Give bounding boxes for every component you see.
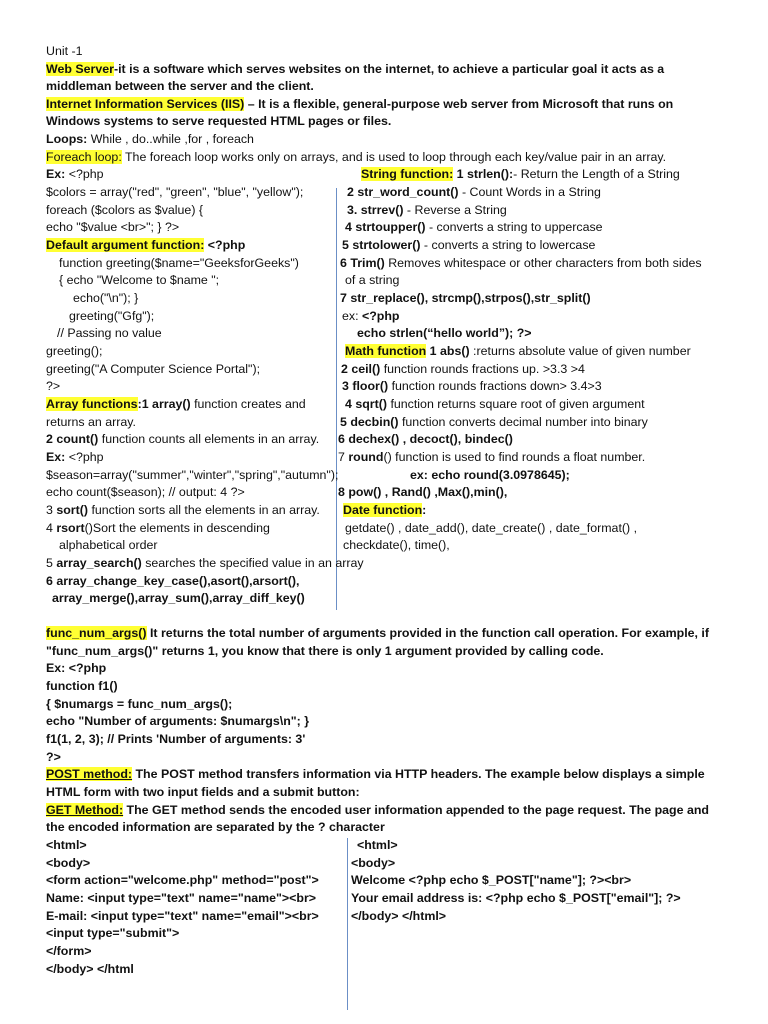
strtolower-text: - converts a string to lowercase [420, 238, 596, 252]
floor-text: function rounds fractions down> 3.4>3 [388, 379, 602, 393]
default-code-4: greeting("Gfg"); [69, 309, 155, 323]
array-functions-line [46, 396, 306, 413]
left-ex-line [46, 166, 104, 183]
func-num-args-code-5: ?> [46, 750, 61, 764]
string-ex-line [342, 308, 400, 325]
strtolower-func: 5 strtolower() [342, 238, 421, 252]
sqrt-func: 4 sqrt() [345, 397, 387, 411]
form-right-line-1: <html> [357, 838, 398, 852]
string-function-line [361, 166, 680, 183]
sort-func: sort() [56, 503, 89, 517]
func-num-args-term: func_num_args() [46, 626, 147, 640]
form-right-line-3: Welcome <?php echo $_POST["name"]; ?><br> [351, 873, 632, 887]
unit-heading: Unit -1 [46, 44, 83, 58]
abs-func: 1 abs() [426, 344, 470, 358]
loops-text: While , do..while ,for , foreach [87, 132, 254, 146]
func-num-args-code-4: f1(1, 2, 3); // Prints 'Number of arguments: 3' [46, 732, 306, 746]
form-left-line-5: E-mail: <input type="text" name="email"><br> [46, 909, 319, 923]
left-foreach-line: foreach ($colors as $value) { [46, 203, 204, 217]
array-6-line-1: 6 array_change_key_case(),asort(),arsort(), [46, 574, 300, 588]
column-divider-bottom [347, 838, 348, 1010]
decbin-func: 5 decbin() [340, 415, 399, 429]
left-ex-code: <?php [65, 167, 104, 181]
form-left-line-7: </form> [46, 944, 92, 958]
trim-line [340, 255, 702, 272]
form-right-line-5: </body> </html> [351, 909, 447, 923]
round-num: 7 [338, 450, 349, 464]
default-code-2: { echo "Welcome to $name "; [59, 273, 220, 287]
post-method-term: POST method: [46, 767, 133, 781]
array-1-text: function creates and [190, 397, 306, 411]
ceil-func: 2 ceil() [341, 362, 381, 376]
ceil-text: function rounds fractions up. >3.3 >4 [380, 362, 585, 376]
default-code-7: greeting("A Computer Science Portal"); [46, 362, 261, 376]
left-colors-line: $colors = array("red", "green", "blue", "yellow"); [46, 185, 304, 199]
column-divider-top [336, 188, 337, 610]
post-method-text-1: The POST method transfers information via HTTP headers. The example below displays a simple [132, 767, 705, 781]
sort-line [46, 502, 320, 519]
strlen-text: - Return the Length of a String [513, 167, 680, 181]
round-ex-line: ex: echo round(3.0978645); [410, 468, 570, 482]
left-ex-label: Ex: [46, 167, 66, 181]
get-method-line-1 [46, 802, 709, 819]
sort-text: function sorts all the elements in an array. [88, 503, 320, 517]
ex2-code: <?php [68, 450, 104, 464]
func-num-args-line-1 [46, 625, 709, 642]
trim-text-2: of a string [345, 273, 400, 287]
default-arg-term: Default argument function: [46, 238, 205, 252]
strrev-text: - Reverse a String [403, 203, 507, 217]
web-server-line-1 [46, 61, 664, 78]
func-num-args-code-3: echo "Number of arguments: $numargs\n"; } [46, 714, 310, 728]
rsort-text-2: alphabetical order [59, 538, 158, 552]
date-line-1: getdate() , date_add(), date_create() , date_format() , [345, 521, 638, 535]
ex2-label: Ex: [46, 450, 69, 464]
count-line [46, 431, 319, 448]
get-method-term: GET Method: [46, 803, 124, 817]
loops-term: Loops: [46, 132, 88, 146]
season-line: $season=array("summer","winter","spring","autumn"); [46, 468, 339, 482]
strlen-func: 1 strlen(): [453, 167, 514, 181]
array-1-num: :1 [137, 397, 153, 411]
form-left-line-1: <html> [46, 838, 87, 852]
ex2-line [46, 449, 104, 466]
date-function-line [343, 502, 426, 519]
rsort-num: 4 [46, 521, 57, 535]
trim-text: Removes whitespace or other characters from both sides [384, 256, 702, 270]
round-func: round [348, 450, 384, 464]
decbin-line [340, 414, 648, 431]
default-code-5: // Passing no value [57, 326, 162, 340]
pow-line: 8 pow() , Rand() ,Max(),min(), [338, 485, 508, 499]
get-method-line-2: the encoded information are separated by the ? character [46, 820, 385, 834]
ceil-line [341, 361, 585, 378]
date-line-2: checkdate(), time(), [343, 538, 450, 552]
post-method-line-2: HTML form with two input fields and a submit button: [46, 785, 360, 799]
form-left-line-6: <input type="submit"> [46, 926, 180, 940]
trim-func: 6 Trim() [340, 256, 385, 270]
get-method-text-1: The GET method sends the encoded user information appended to the page request. The page and [123, 803, 709, 817]
str-word-count-line [347, 184, 601, 201]
search-line [46, 555, 364, 572]
form-left-line-2: <body> [46, 856, 91, 870]
rsort-func: rsort [56, 521, 85, 535]
foreach-term: Foreach loop: [46, 150, 122, 164]
rsort-line [46, 520, 270, 537]
form-left-line-3: <form action="welcome.php" method="post"> [46, 873, 319, 887]
default-arg-line [46, 237, 245, 254]
form-right-line-4: Your email address is: <?php echo $_POST["email"]; ?> [351, 891, 681, 905]
search-func: array_search() [56, 556, 142, 570]
default-code-3: echo("\n"); } [73, 291, 139, 305]
round-line [338, 449, 645, 466]
strtoupper-text: - converts a string to uppercase [425, 220, 603, 234]
func-num-args-code-1: function f1() [46, 679, 118, 693]
web-server-term: Web Server [46, 62, 114, 76]
str-word-count-func: 2 str_word_count() [347, 185, 459, 199]
func-num-args-line-2: "func_num_args()" returns 1, you know that there is only 1 argument provided by calling code. [46, 644, 604, 658]
date-function-colon: : [422, 503, 427, 517]
post-method-line-1 [46, 766, 705, 783]
form-left-line-8: </body> </html [46, 962, 134, 976]
strtolower-line [342, 237, 595, 254]
default-code-8: ?> [46, 379, 61, 393]
strrev-line [347, 202, 507, 219]
form-left-line-4: Name: <input type="text" name="name"><br> [46, 891, 317, 905]
count-text: function counts all elements in an array. [98, 432, 320, 446]
decbin-text: function converts decimal number into binary [398, 415, 648, 429]
web-server-line-2: middleman between the server and the client. [46, 79, 314, 93]
web-server-text-1: -it is a software which serves websites on the internet, to achieve a particular goal it acts as a [113, 62, 665, 76]
math-function-line [345, 343, 691, 360]
strrev-func: 3. strrev() [347, 203, 404, 217]
left-echo-line: echo "$value <br>"; } ?> [46, 220, 180, 234]
func-num-args-code-2: { $numargs = func_num_args(); [46, 697, 233, 711]
form-right-line-2: <body> [351, 856, 396, 870]
array-1-text-2: returns an array. [46, 415, 136, 429]
date-function-term: Date function [343, 503, 423, 517]
floor-func: 3 floor() [342, 379, 389, 393]
default-arg-code: <?php [204, 238, 246, 252]
string-function-term: String function: [361, 167, 454, 181]
iis-text-1: – It is a flexible, general-purpose web server from Microsoft that runs on [244, 97, 674, 111]
rsort-text: ()Sort the elements in descending [84, 521, 270, 535]
string-ex-code: <?php [361, 309, 400, 323]
math-function-term: Math function [345, 344, 427, 358]
array-functions-term: Array functions [46, 397, 138, 411]
round-text: () function is used to find rounds a float number. [383, 450, 646, 464]
default-code-6: greeting(); [46, 344, 103, 358]
iis-line-1 [46, 96, 673, 113]
echo-count-line: echo count($season); // output: 4 ?> [46, 485, 245, 499]
array-6-line-2: array_merge(),array_sum(),array_diff_key() [52, 591, 305, 605]
dechex-line: 6 dechex() , decoct(), bindec() [338, 432, 513, 446]
default-code-1: function greeting($name="GeeksforGeeks") [59, 256, 299, 270]
array-1-func: array() [152, 397, 191, 411]
str-word-count-text: - Count Words in a String [458, 185, 601, 199]
func-num-args-ex: Ex: <?php [46, 661, 107, 675]
foreach-line [46, 149, 666, 166]
sqrt-line [345, 396, 645, 413]
sqrt-text: function returns square root of given argument [387, 397, 645, 411]
count-func: 2 count() [46, 432, 99, 446]
floor-line [342, 378, 602, 395]
search-num: 5 [46, 556, 57, 570]
foreach-text: The foreach loop works only on arrays, and is used to loop through each key/value pair in an array. [121, 150, 667, 164]
iis-term: Internet Information Services (IIS) [46, 97, 245, 111]
strtoupper-line [345, 219, 603, 236]
string-ex-label: ex: [342, 309, 362, 323]
string-ex-line-2: echo strlen(“hello world”); ?> [357, 326, 532, 340]
iis-line-2: Windows systems to serve requested HTML pages or files. [46, 114, 392, 128]
abs-text: :returns absolute value of given number [469, 344, 691, 358]
loops-line [46, 131, 254, 148]
str-replace-line: 7 str_replace(), strcmp(),strpos(),str_split() [340, 291, 591, 305]
strtoupper-func: 4 strtoupper() [345, 220, 426, 234]
search-text: searches the specified value in an array [141, 556, 364, 570]
func-num-args-text-1: It returns the total number of arguments provided in the function call operation. For example, if [146, 626, 709, 640]
sort-num: 3 [46, 503, 57, 517]
